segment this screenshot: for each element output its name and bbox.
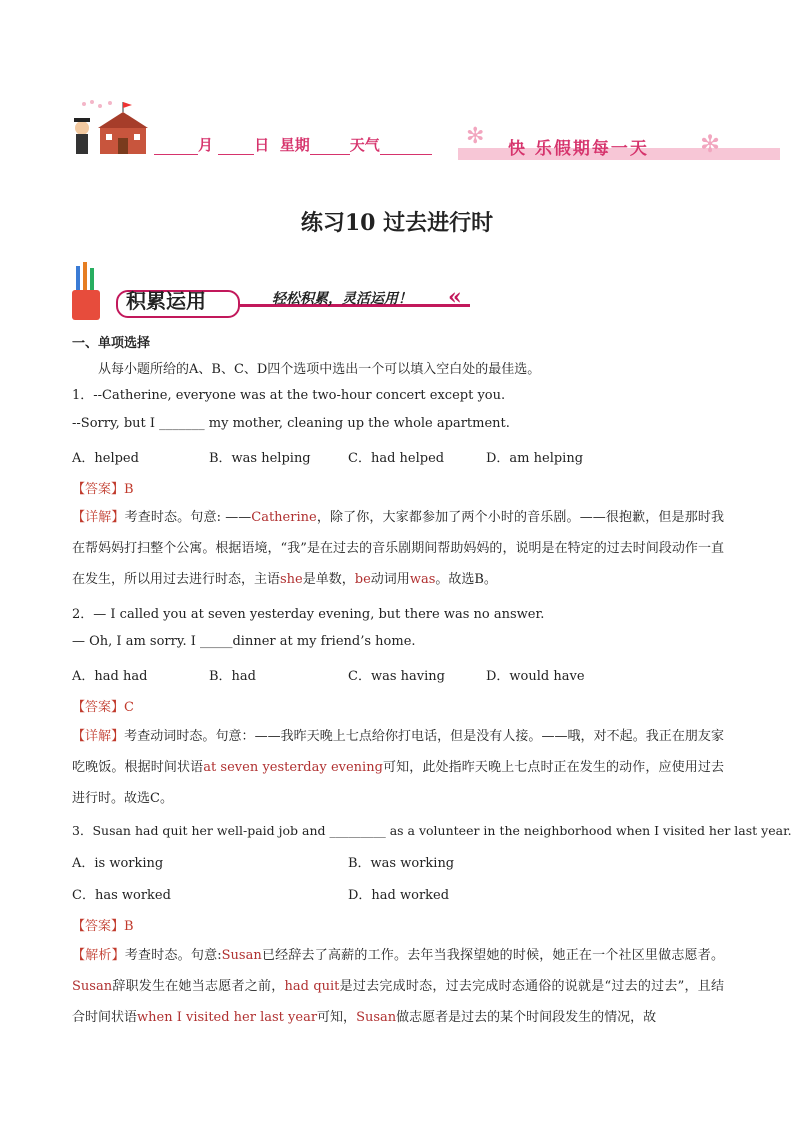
q3-answer bbox=[72, 915, 134, 934]
day-label: 日 bbox=[254, 136, 270, 154]
q2-answer bbox=[72, 696, 134, 715]
q1-explanation: 【详解】考查时态。句意: ——Catherine，除了你，大家都参加了两个小时的音乐剧。——很抱歉，但是那时我在帮妈妈打扫整个公寓。根据语境，“我”是在过去的音乐剧期间帮助妈妈的，说明是在特定的过去时间段动作一直在发生，所以用过去进行时态，主语she是单数，be动词用was。故选B。 bbox=[72, 510, 724, 587]
double-arrow-icon: « bbox=[448, 284, 462, 310]
q1-answer bbox=[72, 478, 134, 497]
q2-option-a: A．had had bbox=[72, 669, 148, 684]
q3-options-row2 bbox=[0, 884, 794, 904]
answer-label: 【答案】 bbox=[72, 482, 125, 497]
explain-label: 【解析】 bbox=[72, 948, 125, 963]
q3-option-c: C．has worked bbox=[72, 888, 171, 903]
q2-line1: 2．— I called you at seven yesterday evening, but there was no answer. bbox=[72, 607, 545, 622]
q3-line1: 3．Susan had quit her well-paid job and _________ as a volunteer in the neighborhood when I visited her last year. bbox=[72, 823, 792, 838]
section-heading: 一、单项选择 bbox=[72, 336, 151, 351]
snowflake-icon: ✻ bbox=[466, 124, 485, 149]
q1-line2: --Sorry, but I _______ my mother, cleaning up the whole apartment. bbox=[72, 416, 510, 431]
explain-label: 【详解】 bbox=[72, 510, 125, 525]
q3-options-row1 bbox=[0, 852, 794, 872]
answer-label: 【答案】 bbox=[72, 700, 125, 715]
answer-value: B bbox=[124, 482, 134, 497]
q2-options bbox=[0, 665, 794, 685]
q1-line1: 1．--Catherine, everyone was at the two-hour concert except you. bbox=[72, 388, 506, 403]
banner-slogan: 快 乐假期每一天 bbox=[508, 139, 649, 159]
section-instruction: 从每小题所给的A、B、C、D四个选项中选出一个可以填入空白处的最佳选。 bbox=[98, 362, 541, 377]
snowflake-icon: ✻ bbox=[700, 130, 721, 158]
answer-value: B bbox=[124, 919, 134, 934]
q2-option-b: B．had bbox=[209, 669, 256, 684]
q3-option-b: B．was working bbox=[348, 856, 455, 871]
section-banner-label: 积累运用 bbox=[126, 289, 206, 313]
q2-option-d: D．would have bbox=[486, 669, 585, 684]
q1-option-d: D．am helping bbox=[486, 451, 584, 466]
explain-label: 【详解】 bbox=[72, 729, 125, 744]
q3-option-a: A．is working bbox=[72, 856, 164, 871]
section-banner-slogan: 轻松积累，灵活运用！ bbox=[272, 291, 412, 307]
q2-explanation: 【详解】考查动词时态。句意：——我昨天晚上七点给你打电话，但是没有人接。——哦，对不起。我正在朋友家吃晚饭。根据时间状语at seven yesterday evening可知，此处指昨天晚上七点时正在发生的动作，应使用过去进行时。故选C。 bbox=[72, 729, 724, 806]
pencil-cup-icon bbox=[68, 262, 104, 326]
header-decoration bbox=[62, 98, 162, 160]
q1-option-a: A．helped bbox=[72, 451, 139, 466]
q1-option-c: C．had helped bbox=[348, 451, 445, 466]
page-title: 练习10 过去进行时 bbox=[300, 210, 494, 236]
date-line bbox=[154, 134, 432, 155]
weekday-label: 星期 bbox=[279, 136, 310, 154]
month-label: 月 bbox=[198, 136, 214, 154]
q2-option-c: C．was having bbox=[348, 669, 445, 684]
q1-option-b: B．was helping bbox=[209, 451, 311, 466]
q2-line2: — Oh, I am sorry. I _____dinner at my friend’s home. bbox=[72, 634, 416, 649]
weather-label: 天气 bbox=[349, 136, 380, 154]
answer-value: C bbox=[124, 700, 134, 715]
graduate-school-icon bbox=[62, 98, 162, 160]
q1-options bbox=[0, 447, 794, 467]
answer-label: 【答案】 bbox=[72, 919, 125, 934]
q3-option-d: D．had worked bbox=[348, 888, 450, 903]
q3-explanation: 【解析】考查时态。句意:Susan已经辞去了高薪的工作。去年当我探望她的时候，她正在一个社区里做志愿者。Susan辞职发生在她当志愿者之前，had quit是过去完成时态，过去完成时态通俗的说就是“过去的过去”，且结合时间状语when I visited her last year可知，Susan做志愿者是过去的某个时间段发生的情况，故 bbox=[72, 948, 725, 1025]
